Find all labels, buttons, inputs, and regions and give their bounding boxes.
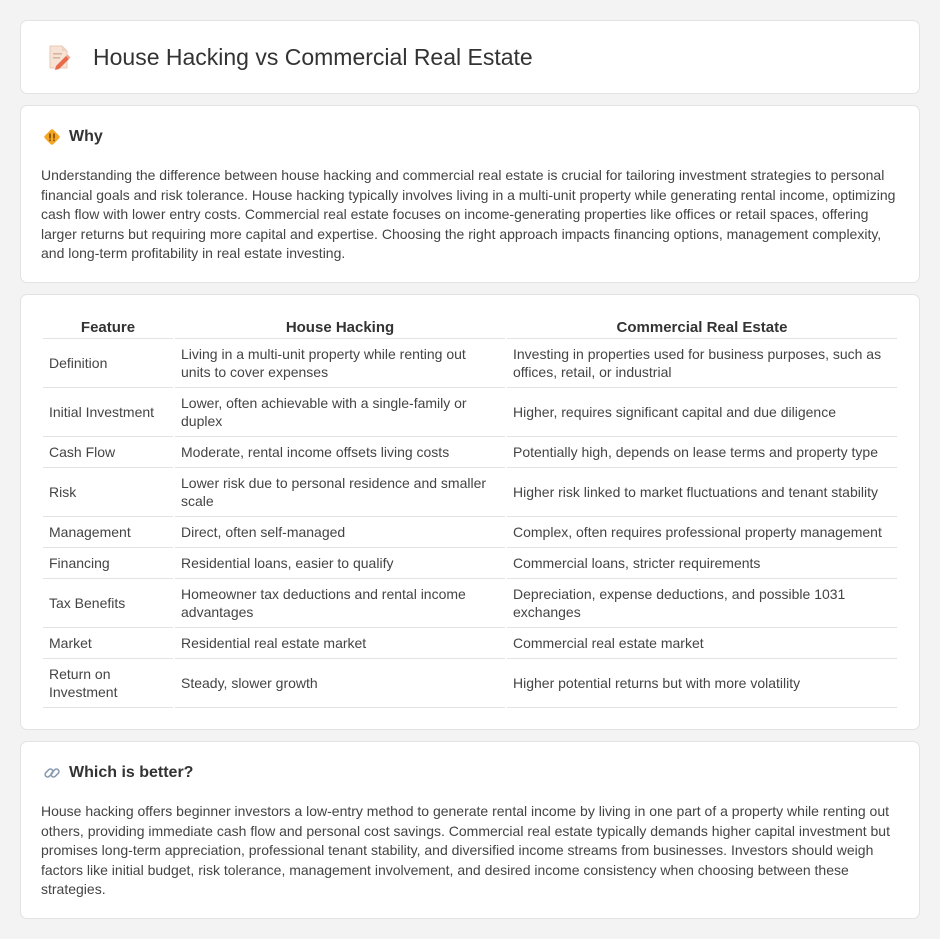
table-row bbox=[43, 548, 897, 579]
cell-commercial: Complex, often requires professional property management bbox=[507, 517, 897, 548]
why-heading-label: Why bbox=[69, 128, 103, 145]
cell-commercial: Commercial loans, stricter requirements bbox=[507, 548, 897, 579]
header-house-hacking: House Hacking bbox=[175, 317, 505, 339]
why-paragraph: Understanding the difference between house hacking and commercial real estate is crucial for tailoring investment strategies to personal financial goals and risk tolerance. House hacking typically involves living in a multi-unit property while generating rental income, optimizing cash flow with lower entry costs. Commercial real estate focuses on income-generating properties like offices or retail spaces, offering larger returns but requiring more capital and expertise. Choosing the right approach impacts financing options, management complexity, and long-term profitability in real estate investing. bbox=[41, 167, 896, 261]
comparison-table bbox=[41, 317, 899, 708]
comparison-section bbox=[20, 294, 920, 730]
cell-commercial: Commercial real estate market bbox=[507, 628, 897, 659]
table-row bbox=[43, 437, 897, 468]
cell-house: Direct, often self-managed bbox=[175, 517, 505, 548]
link-icon bbox=[43, 764, 61, 782]
cell-house: Steady, slower growth bbox=[175, 659, 505, 708]
why-section bbox=[20, 105, 920, 283]
title-card bbox=[20, 20, 920, 94]
cell-commercial: Investing in properties used for business purposes, such as offices, retail, or industrial bbox=[507, 339, 897, 388]
table-row bbox=[43, 628, 897, 659]
table-row bbox=[43, 339, 897, 388]
cell-house: Moderate, rental income offsets living costs bbox=[175, 437, 505, 468]
header-feature: Feature bbox=[43, 317, 173, 339]
header-commercial: Commercial Real Estate bbox=[507, 317, 897, 339]
table-row bbox=[43, 659, 897, 708]
better-paragraph: House hacking offers beginner investors a low-entry method to generate rental income by living in one part of a property while renting out others, providing immediate cash flow and personal cost savings. Commercial real estate typically demands higher capital investment but promises long-term appreciation, professional tenant stability, and diversified income streams from businesses. Investors should weigh factors like initial budget, risk tolerance, management involvement, and desired income consistency when choosing between these strategies. bbox=[41, 803, 890, 897]
which-is-better-section bbox=[20, 741, 920, 919]
cell-house: Lower risk due to personal residence and smaller scale bbox=[175, 468, 505, 517]
cell-feature: Tax Benefits bbox=[43, 579, 173, 628]
cell-house: Homeowner tax deductions and rental income advantages bbox=[175, 579, 505, 628]
cell-house: Residential loans, easier to qualify bbox=[175, 548, 505, 579]
table-row bbox=[43, 579, 897, 628]
cell-feature: Management bbox=[43, 517, 173, 548]
page-title: House Hacking vs Commercial Real Estate bbox=[93, 43, 533, 70]
cell-feature: Risk bbox=[43, 468, 173, 517]
table-row bbox=[43, 388, 897, 437]
cell-commercial: Higher potential returns but with more volatility bbox=[507, 659, 897, 708]
diamond-warning-icon bbox=[43, 128, 61, 146]
table-row bbox=[43, 468, 897, 517]
cell-commercial: Potentially high, depends on lease terms and property type bbox=[507, 437, 897, 468]
cell-feature: Return on Investment bbox=[43, 659, 173, 708]
cell-feature: Initial Investment bbox=[43, 388, 173, 437]
cell-feature: Financing bbox=[43, 548, 173, 579]
cell-feature: Definition bbox=[43, 339, 173, 388]
cell-feature: Cash Flow bbox=[43, 437, 173, 468]
better-heading bbox=[41, 764, 899, 782]
cell-commercial: Higher risk linked to market fluctuations and tenant stability bbox=[507, 468, 897, 517]
cell-feature: Market bbox=[43, 628, 173, 659]
cell-commercial: Depreciation, expense deductions, and possible 1031 exchanges bbox=[507, 579, 897, 628]
cell-house: Lower, often achievable with a single-family or duplex bbox=[175, 388, 505, 437]
table-row bbox=[43, 517, 897, 548]
table-header-row bbox=[43, 317, 897, 339]
document-pencil-icon bbox=[47, 44, 71, 70]
cell-house: Residential real estate market bbox=[175, 628, 505, 659]
cell-house: Living in a multi-unit property while renting out units to cover expenses bbox=[175, 339, 505, 388]
cell-commercial: Higher, requires significant capital and due diligence bbox=[507, 388, 897, 437]
why-heading bbox=[41, 128, 899, 146]
better-heading-label: Which is better? bbox=[69, 764, 194, 781]
